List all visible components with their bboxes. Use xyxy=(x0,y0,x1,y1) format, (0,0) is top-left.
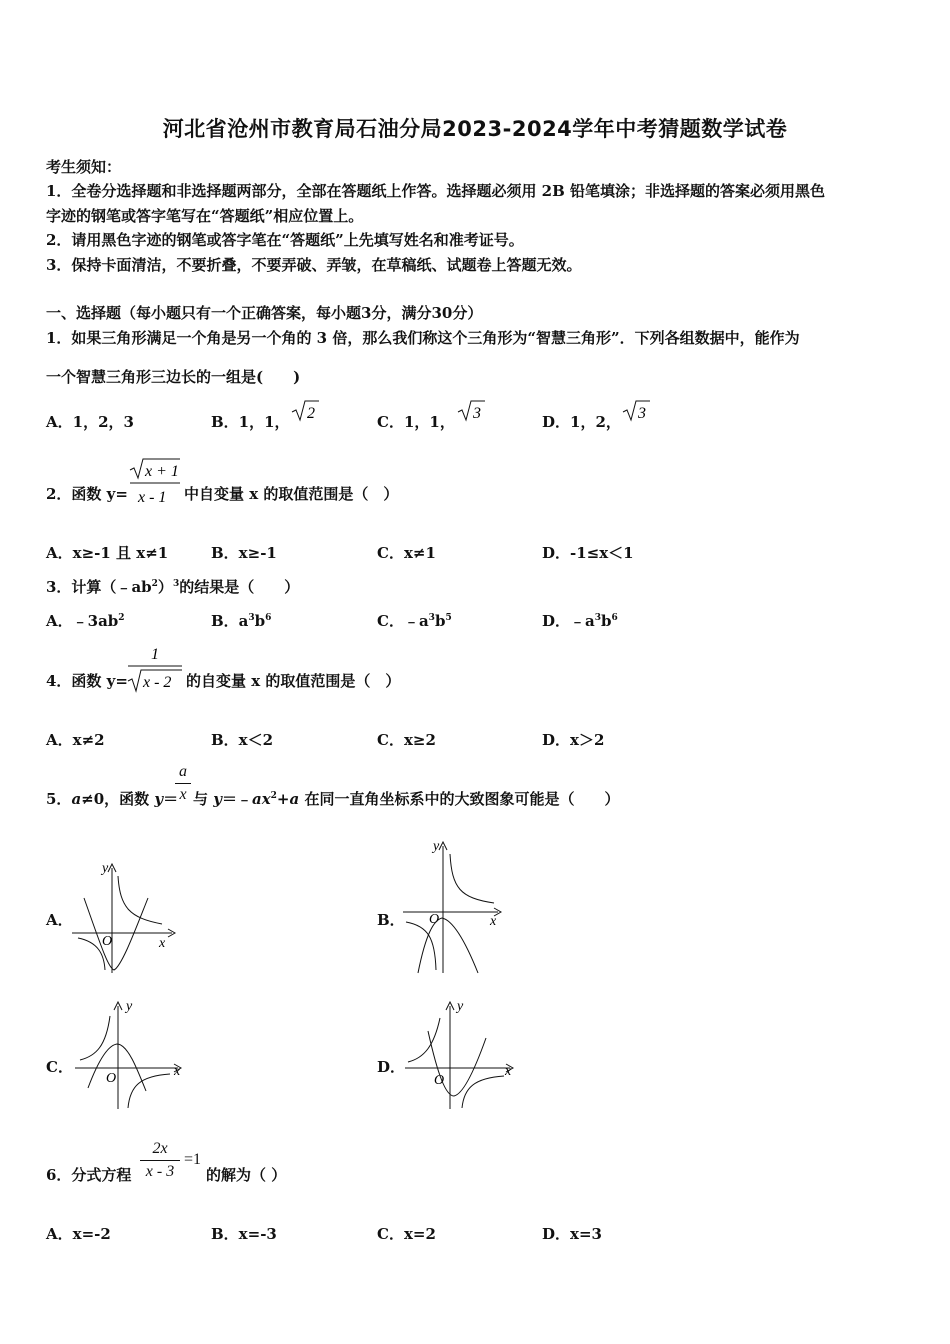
q5-a-origin-label: O xyxy=(102,934,113,949)
q4-fraction xyxy=(126,643,184,695)
q5-a-x-label: x xyxy=(159,936,166,951)
q2-option-d: D．-1≤x＜1 xyxy=(542,544,634,562)
q4-suffix: 的自变量 x 的取值范围是（ ） xyxy=(186,672,401,690)
section-heading: 一、选择题（每小题只有一个正确答案，每小题3分，满分30分） xyxy=(46,304,483,322)
q2-option-b: B．x≥-1 xyxy=(211,544,277,562)
q6-option-d: D．x=3 xyxy=(542,1225,602,1243)
q2-suffix: 中自变量 x 的取值范围是（ ） xyxy=(184,485,399,503)
q4-option-c: C．x≥2 xyxy=(377,731,436,749)
q3-option-c: C．$﹣a^3b^5$ xyxy=(377,612,452,630)
q4-denominator: x - 2 xyxy=(143,674,172,691)
q5-stem-part-1: 5．a≠0，函数 y＝ xyxy=(46,790,179,808)
q4-option-a: A．x≠2 xyxy=(46,731,105,749)
q5-b-origin-label: O xyxy=(429,912,440,927)
q5-option-d-graph xyxy=(400,996,525,1116)
q3-option-b: B．$a^3b^6$ xyxy=(211,612,272,630)
q6-option-c: C．x=2 xyxy=(377,1225,436,1243)
q5-option-a-label: A． xyxy=(46,911,73,929)
q6-option-b: B．x=-3 xyxy=(211,1225,277,1243)
q2-option-a: A．x≥-1 且 x≠1 xyxy=(46,544,169,562)
q1-option-b: B．1，1， xyxy=(211,413,290,431)
q1-option-a: A．1，2，3 xyxy=(46,413,134,431)
q1-option-b-radicand: 2 xyxy=(307,405,315,422)
q5-fraction: a x xyxy=(175,762,191,805)
q5-option-c-label: C． xyxy=(46,1058,73,1076)
q1-option-d-radicand: 3 xyxy=(638,405,646,422)
notice-item-3: 3．保持卡面清洁，不要折叠，不要弄破、弄皱，在草稿纸、试题卷上答题无效。 xyxy=(46,256,582,274)
q1-option-d-sqrt xyxy=(621,398,651,424)
q2-numerator: x + 1 xyxy=(145,463,179,480)
q6-fraction: 2x x - 3 xyxy=(140,1139,180,1182)
q5-d-origin-label: O xyxy=(434,1073,445,1088)
q1-option-d: D．1，2， xyxy=(542,413,621,431)
q5-c-y-label: y xyxy=(126,999,133,1014)
q1-option-b-sqrt xyxy=(290,398,320,424)
q5-c-origin-label: O xyxy=(106,1071,117,1086)
notice-item-2: 2．请用黑色字迹的钢笔或答字笔在“答题纸”上先填写姓名和准考证号。 xyxy=(46,231,524,249)
q2-fraction xyxy=(126,456,182,508)
q1-line-2: 一个智慧三角形三边长的一组是( ) xyxy=(46,368,301,386)
q6-option-a: A．x=-2 xyxy=(46,1225,111,1243)
q5-option-d-label: D． xyxy=(377,1058,406,1076)
q6-suffix: 的解为（ ） xyxy=(206,1166,287,1184)
q1-option-c-radicand: 3 xyxy=(473,405,481,422)
q5-option-b-graph xyxy=(398,838,518,978)
q5-option-c-graph xyxy=(70,996,190,1116)
q2-prefix: 2．函数 y= xyxy=(46,485,128,503)
q5-b-x-label: x xyxy=(490,914,497,929)
q4-option-d: D．x＞2 xyxy=(542,731,605,749)
q3-option-d: D．$﹣a^3b^6$ xyxy=(542,612,618,630)
q2-option-c: C．x≠1 xyxy=(377,544,436,562)
q4-option-b: B．x＜2 xyxy=(211,731,274,749)
q6-prefix: 6．分式方程 xyxy=(46,1166,132,1184)
notice-heading: 考生须知： xyxy=(46,158,122,176)
q6-equals: =1 xyxy=(184,1151,202,1168)
page-title: 河北省沧州市教育局石油分局2023-2024学年中考猜题数学试卷 xyxy=(162,117,788,141)
q5-option-a-graph xyxy=(64,858,184,978)
notice-item-1-line-2: 字迹的钢笔或答字笔写在“答题纸”相应位置上。 xyxy=(46,207,364,225)
q4-prefix: 4．函数 y= xyxy=(46,672,128,690)
q5-d-y-label: y xyxy=(457,999,464,1014)
q3-option-a: A．$﹣3ab^2$ xyxy=(46,612,125,630)
q1-line-1: 1．如果三角形满足一个角是另一个角的 3 倍，那么我们称这个三角形为“智慧三角形”．下列各组数据中，能作为 xyxy=(46,329,800,347)
q1-option-c: C．1，1， xyxy=(377,413,455,431)
q5-c-x-label: x xyxy=(174,1064,181,1079)
q1-option-c-sqrt xyxy=(456,398,486,424)
q5-option-b-label: B． xyxy=(377,911,405,929)
q4-numerator: 1 xyxy=(151,646,159,663)
q2-denominator: x - 1 xyxy=(138,489,167,506)
q5-a-y-label: y xyxy=(102,861,109,876)
q5-b-y-label: y xyxy=(433,839,440,854)
q5-stem-part-2: 与 $y=﹣ax^2+a$ 在同一直角坐标系中的大致图象可能是（ ） xyxy=(193,790,620,808)
q3-stem: 3．计算$(﹣ab^2)^3$的结果是（ ） xyxy=(46,578,300,596)
notice-item-1-line-1: 1．全卷分选择题和非选择题两部分，全部在答题纸上作答。选择题必须用 2B 铅笔填涂；非选择题的答案必须用黑色 xyxy=(46,182,826,200)
q5-d-x-label: x xyxy=(505,1064,512,1079)
